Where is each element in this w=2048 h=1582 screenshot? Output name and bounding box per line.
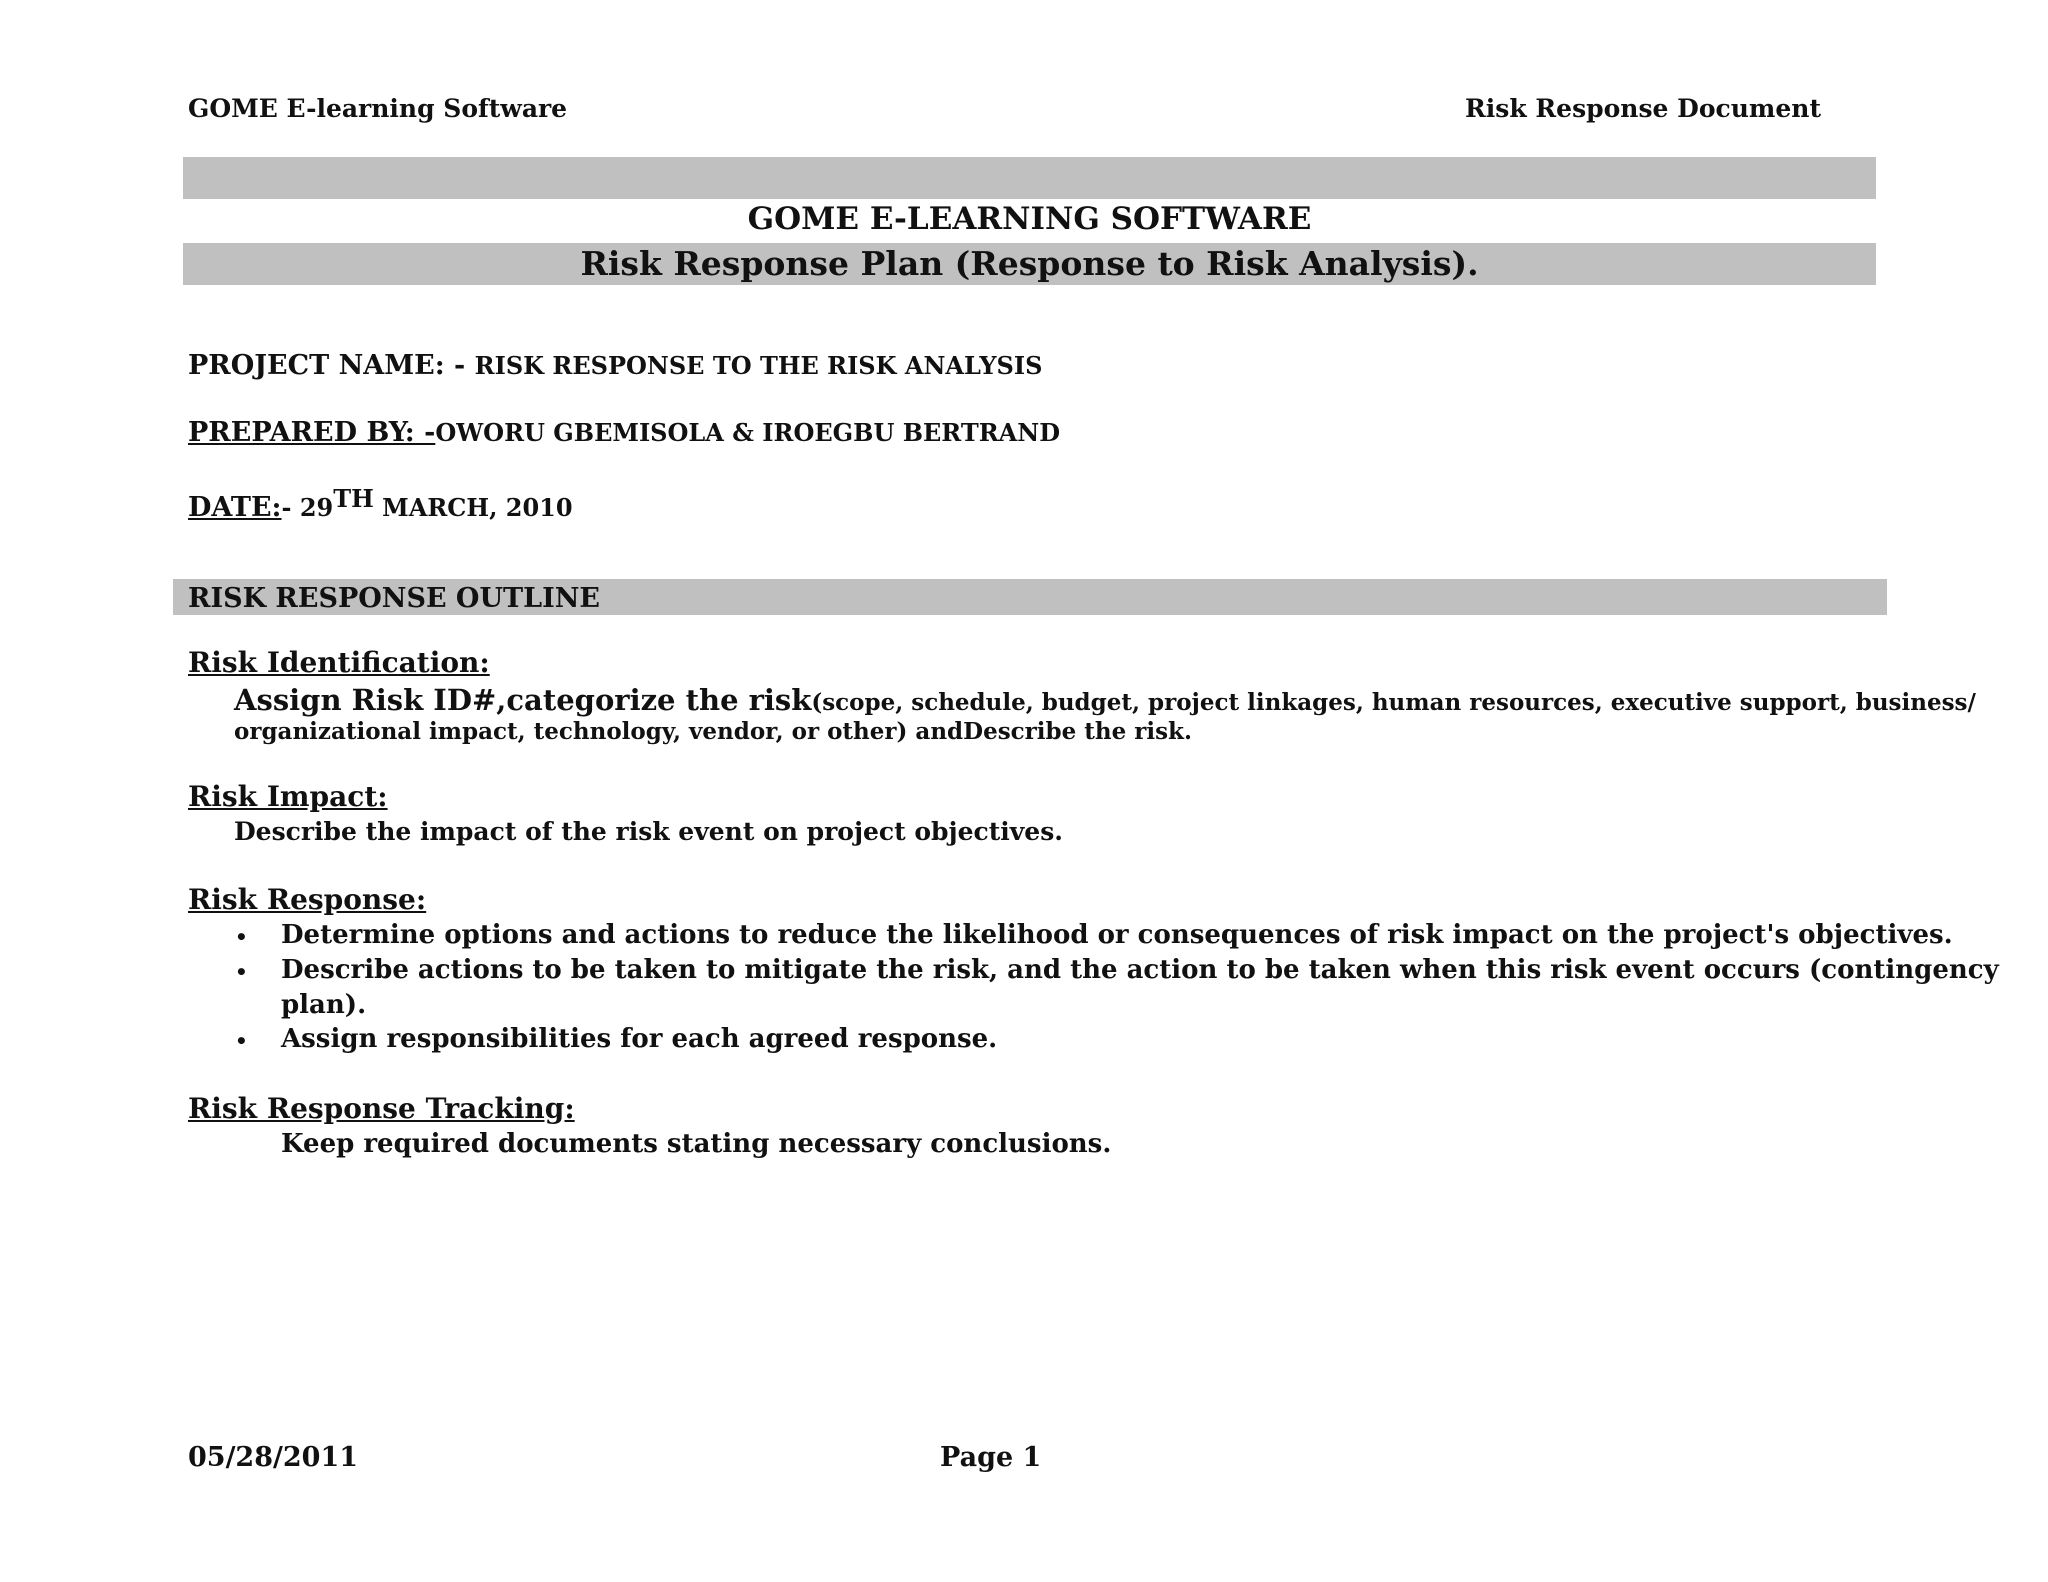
page-number: Page 1	[940, 1442, 1042, 1473]
header-left: GOME E-learning Software	[188, 94, 568, 123]
risk-identification-lead: Assign Risk ID#,categorize the risk	[234, 683, 812, 717]
document-subtitle: Risk Response Plan (Response to Risk Analysis).	[580, 244, 1479, 283]
date-label: DATE:	[188, 492, 282, 523]
date-prefix: - 29	[281, 493, 334, 522]
risk-response-heading: Risk Response:	[188, 883, 427, 916]
risk-identification-line-2: organizational impact, technology, vendor, or other) andDescribe the risk.	[234, 718, 1192, 745]
risk-response-bullet-2: Describe actions to be taken to mitigate the risk, and the action to be taken when this risk event occurs (contingency	[281, 955, 1999, 985]
project-name-line	[188, 350, 1042, 381]
date-suffix: TH	[333, 484, 374, 513]
risk-identification-categories: (scope, schedule, budget, project linkages, human resources, executive support, business/	[811, 689, 1976, 716]
risk-response-bullet-1: Determine options and actions to reduce the likelihood or consequences of risk impact on the project's objectives.	[281, 920, 1953, 950]
project-name-label: PROJECT NAME: -	[188, 350, 475, 381]
footer-date: 05/28/2011	[188, 1442, 359, 1473]
risk-tracking-heading: Risk Response Tracking:	[188, 1092, 575, 1125]
date-rest: MARCH, 2010	[373, 493, 573, 522]
prepared-by-value: OWORU GBEMISOLA & IROEGBU BERTRAND	[435, 418, 1061, 447]
risk-response-bullet-3: Assign responsibilities for each agreed response.	[281, 1024, 998, 1054]
bullet-dot: •	[235, 960, 248, 984]
document-title: GOME E-LEARNING SOFTWARE	[747, 201, 1312, 237]
prepared-by-line	[188, 417, 1060, 448]
prepared-by-label: PREPARED BY: -	[188, 417, 436, 448]
project-name-value: RISK RESPONSE TO THE RISK ANALYSIS	[474, 351, 1043, 380]
date-line	[188, 484, 573, 523]
bullet-dot: •	[235, 925, 248, 949]
risk-impact-heading: Risk Impact:	[188, 780, 388, 813]
risk-tracking-text: Keep required documents stating necessary conclusions.	[281, 1129, 1112, 1159]
risk-response-bullet-2-cont: plan).	[281, 990, 367, 1020]
risk-identification-line-1	[234, 683, 1976, 717]
outline-title: RISK RESPONSE OUTLINE	[188, 583, 600, 614]
header-right: Risk Response Document	[1465, 94, 1821, 123]
title-shade-bar	[183, 157, 1876, 199]
risk-identification-heading: Risk Identification:	[188, 646, 490, 679]
risk-impact-text: Describe the impact of the risk event on project objectives.	[234, 817, 1063, 846]
bullet-dot: •	[235, 1029, 248, 1053]
